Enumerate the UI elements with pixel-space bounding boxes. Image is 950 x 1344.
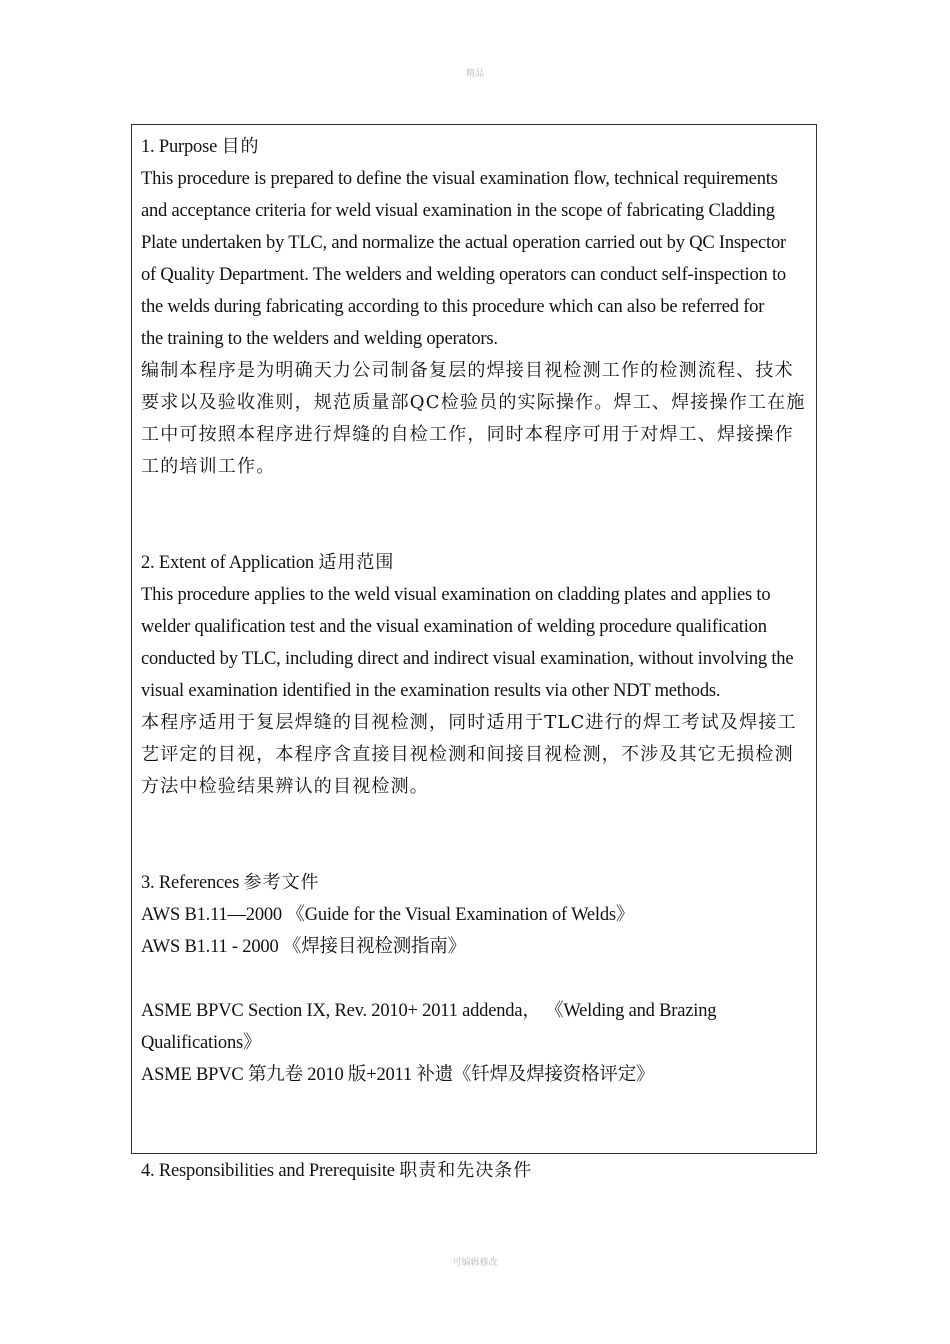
reference-line: ASME BPVC Section IX, Rev. 2010+ 2011 addenda， 《Welding and Brazing — [141, 1001, 717, 1021]
section-spacer — [141, 803, 808, 867]
footer-watermark: 可编辑修改 — [452, 1258, 498, 1268]
section-1-cn-line: 要求以及验收准则，规范质量部QC检验员的实际操作。焊工、焊接操作工在施 — [141, 392, 806, 413]
section-spacer — [141, 1091, 808, 1155]
reference-line: AWS B1.11 - 2000 《焊接目视检测指南》 — [141, 937, 466, 957]
reference-line: AWS B1.11—2000 《Guide for the Visual Examination of Welds》 — [141, 905, 635, 925]
section-2-en-line: This procedure applies to the weld visual examination on cladding plates and applies to — [141, 585, 771, 605]
section-1-en-line: Plate undertaken by TLC, and normalize the actual operation carried out by QC Inspector — [141, 233, 786, 253]
section-2-heading-cn: 适用范围 — [318, 552, 395, 573]
section-3-heading — [141, 867, 808, 899]
section-2-cn-line: 艺评定的目视，本程序含直接目视检测和间接目视检测，不涉及其它无损检测 — [141, 744, 794, 765]
reference-spacer — [141, 963, 808, 995]
section-1-cn-line: 工中可按照本程序进行焊缝的自检工作，同时本程序可用于对焊工、焊接操作 — [141, 424, 794, 445]
document-frame — [131, 124, 817, 1181]
section-3-heading-en: 3. References — [141, 873, 240, 893]
section-1-cn-line: 工的培训工作。 — [141, 456, 276, 477]
section-4-heading-en: 4. Responsibilities and Prerequisite — [141, 1161, 395, 1181]
section-2-en-line: visual examination identified in the examination results via other NDT methods. — [141, 681, 721, 701]
section-1-en-line: and acceptance criteria for weld visual examination in the scope of fabricating Cladding — [141, 201, 775, 221]
section-2-en-line: conducted by TLC, including direct and indirect visual examination, without involving the — [141, 649, 794, 669]
section-2-cn-line: 本程序适用于复层焊缝的目视检测，同时适用于TLC进行的焊工考试及焊接工 — [141, 712, 797, 733]
reference-line: Qualifications》 — [141, 1033, 262, 1053]
section-1-en-line: the training to the welders and welding operators. — [141, 329, 498, 349]
section-1-heading — [141, 131, 808, 163]
header-watermark: 精品 — [465, 69, 484, 79]
section-1-en-line: This procedure is prepared to define the visual examination flow, technical requirements — [141, 169, 778, 189]
section-3-heading-cn: 参考文件 — [243, 872, 320, 893]
section-1-heading-en: 1. Purpose — [141, 137, 218, 157]
section-2-heading-en: 2. Extent of Application — [141, 553, 314, 573]
section-2-heading — [141, 547, 808, 579]
section-spacer — [141, 483, 808, 547]
section-2-cn-line: 方法中检验结果辨认的目视检测。 — [141, 776, 429, 797]
section-1-en-line: the welds during fabricating according to this procedure which can also be referred for — [141, 297, 765, 317]
reference-line: ASME BPVC 第九卷 2010 版+2011 补遗《钎焊及焊接资格评定》 — [141, 1065, 655, 1085]
section-1-cn-line: 编制本程序是为明确天力公司制备复层的焊接目视检测工作的检测流程、技术 — [141, 360, 794, 381]
section-4-heading — [141, 1155, 808, 1187]
section-1-en-line: of Quality Department. The welders and welding operators can conduct self-inspection to — [141, 265, 786, 285]
section-1-heading-cn: 目的 — [221, 136, 260, 157]
section-4-heading-cn: 职责和先决条件 — [399, 1160, 533, 1181]
section-2-en-line: welder qualification test and the visual examination of welding procedure qualification — [141, 617, 767, 637]
